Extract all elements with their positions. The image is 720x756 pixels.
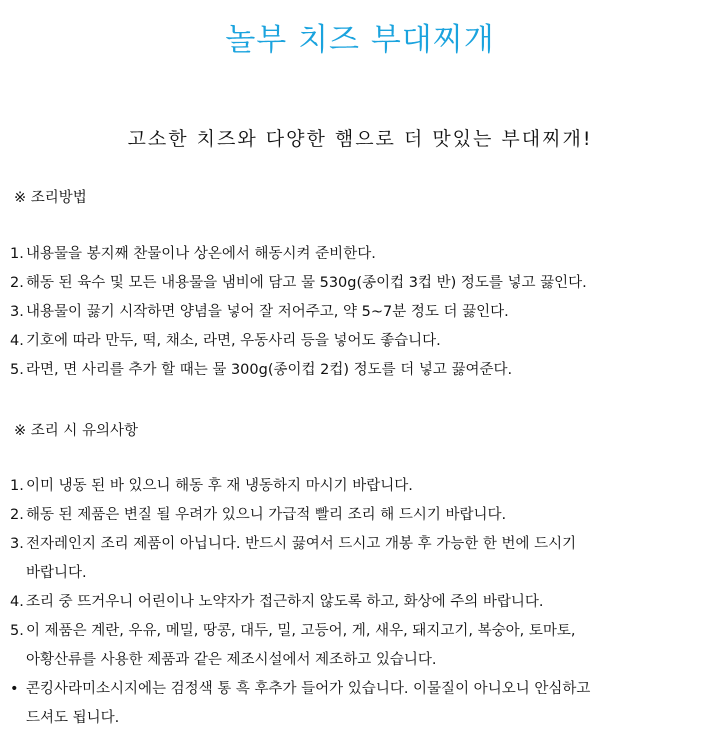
caution-text-continued: 드셔도 됩니다.	[26, 710, 120, 726]
caution-item	[10, 675, 710, 733]
recipe-steps-list	[10, 240, 710, 385]
caution-number: 2.	[10, 507, 24, 523]
caution-text-continued: 바랍니다.	[26, 565, 87, 581]
bullet-icon: •	[10, 681, 19, 697]
recipe-heading: ※ 조리방법	[14, 190, 87, 206]
caution-number: 5.	[10, 623, 24, 639]
recipe-step-text: 내용물이 끓기 시작하면 양념을 넣어 잘 저어주고, 약 5~7분 정도 더 끓인다.	[26, 304, 509, 320]
product-title: 놀부 치즈 부대찌개	[225, 22, 495, 58]
recipe-step-number: 4.	[10, 333, 24, 349]
caution-number: 3.	[10, 536, 24, 552]
recipe-step-number: 5.	[10, 362, 24, 378]
recipe-step-text: 해동 된 육수 및 모든 내용물을 냄비에 담고 물 530g(종이컵 3컵 반) 정도를 넣고 끓인다.	[26, 275, 587, 291]
caution-text: 이미 냉동 된 바 있으니 해동 후 재 냉동하지 마시기 바랍니다.	[26, 478, 413, 494]
cautions-list	[10, 472, 710, 733]
recipe-step	[10, 356, 710, 385]
recipe-step-text: 기호에 따라 만두, 떡, 채소, 라면, 우동사리 등을 넣어도 좋습니다.	[26, 333, 441, 349]
recipe-step	[10, 298, 710, 327]
recipe-step-number: 3.	[10, 304, 24, 320]
caution-text: 해동 된 제품은 변질 될 우려가 있으니 가급적 빨리 조리 해 드시기 바랍니다.	[26, 507, 507, 523]
recipe-step-number: 1.	[10, 246, 24, 262]
caution-number: 4.	[10, 594, 24, 610]
caution-item	[10, 530, 710, 588]
caution-text: 이 제품은 계란, 우유, 메밀, 땅콩, 대두, 밀, 고등어, 게, 새우, 돼지고기, 복숭아, 토마토,	[26, 623, 576, 639]
caution-item	[10, 501, 710, 530]
recipe-step	[10, 327, 710, 356]
caution-item	[10, 588, 710, 617]
caution-text-continued: 아황산류를 사용한 제품과 같은 제조시설에서 제조하고 있습니다.	[26, 652, 437, 668]
recipe-step-text: 내용물을 봉지째 찬물이나 상온에서 해동시켜 준비한다.	[26, 246, 376, 262]
caution-text: 콘킹사라미소시지에는 검정색 통 흑 후추가 들어가 있습니다. 이물질이 아니오니 안심하고	[26, 681, 591, 697]
recipe-step	[10, 240, 710, 269]
cautions-heading: ※ 조리 시 유의사항	[14, 423, 139, 439]
recipe-step-text: 라면, 면 사리를 추가 할 때는 물 300g(종이컵 2컵) 정도를 더 넣고 끓여준다.	[26, 362, 513, 378]
caution-text: 조리 중 뜨거우니 어린이나 노약자가 접근하지 않도록 하고, 화상에 주의 바랍니다.	[26, 594, 544, 610]
recipe-step-number: 2.	[10, 275, 24, 291]
recipe-step	[10, 269, 710, 298]
caution-item	[10, 617, 710, 675]
caution-text: 전자레인지 조리 제품이 아닙니다. 반드시 끓여서 드시고 개봉 후 가능한 한 번에 드시기	[26, 536, 577, 552]
caution-number: 1.	[10, 478, 24, 494]
caution-item	[10, 472, 710, 501]
product-subtitle: 고소한 치즈와 다양한 햄으로 더 맛있는 부대찌개!	[127, 128, 593, 150]
